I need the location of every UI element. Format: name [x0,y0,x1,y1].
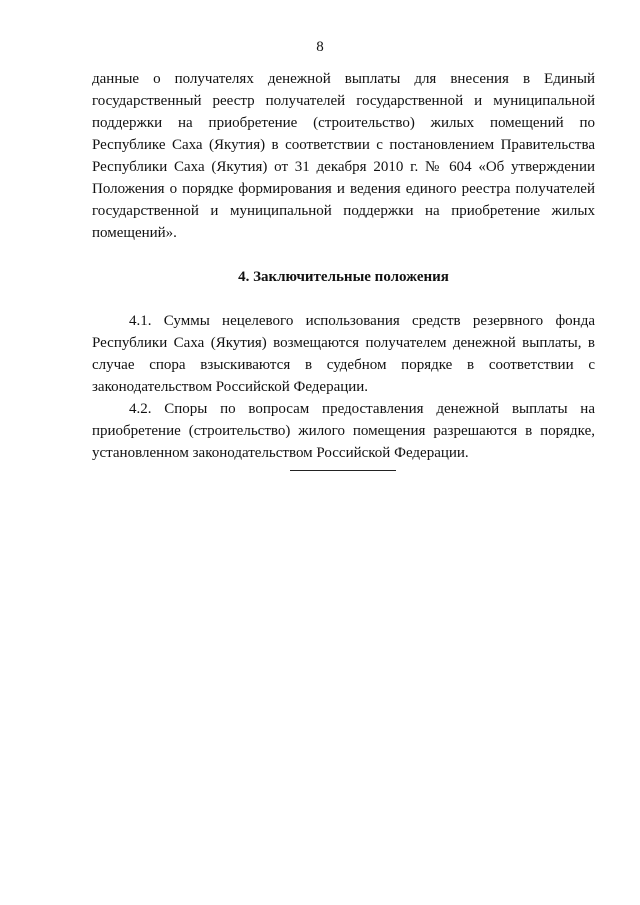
section-heading: 4. Заключительные положения [238,269,449,285]
intro-paragraph: данные о получателях денежной выплаты для внесения в Единый государственный реестр получателей государственной и муниципальной поддержки на приобретение (строительство) жилых помещений по Республике Саха (Якутия) в соответствии с постановлением Правительства Республики Саха (Якутия) от 31 декабря 2010 г. № 604 «Об утверждении Положения о порядке формирования и ведения единого реестра получателей государственной и муниципальной поддержки на приобретение жилых помещений». [92,71,595,241]
clause-4-1: 4.1. Суммы нецелевого использования средств резервного фонда Республики Саха (Якутия) возмещаются получателем денежной выплаты, в случае спора взыскиваются в судебном порядке в соответствии с законодательством Российской Федерации. [92,313,595,395]
clause-4-2: 4.2. Споры по вопросам предоставления денежной выплаты на приобретение (строительство) жилого помещения разрешаются в порядке, установленном законодательством Российской Федерации. [92,401,595,461]
document-body [92,68,595,464]
end-separator-line [290,470,396,471]
page-number: 8 [316,39,324,55]
